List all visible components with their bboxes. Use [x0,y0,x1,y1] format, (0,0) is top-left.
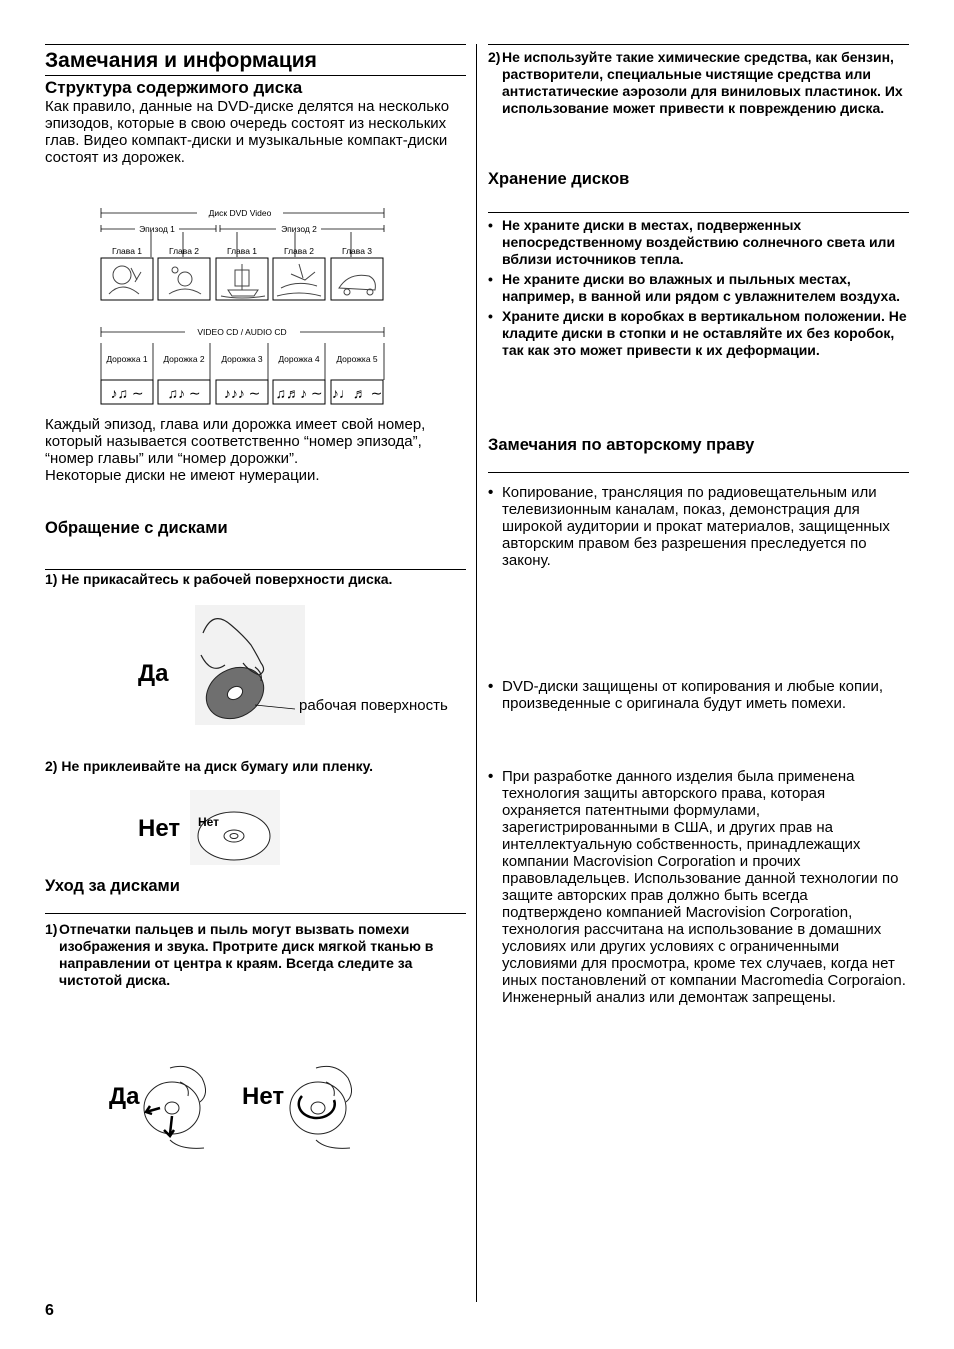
structure-text: Как правило, данные на DVD-диске делятся на несколько эпизодов, которые в свою очередь состоят из нескольких глав. Видео компакт-диски и музыкальные компакт-диски состоят из дорожек. [45,98,450,166]
storage-item: • Не храните диски в местах, подверженных непосредственному воздействию солнечного света или вблизи источников тепла. [488,217,908,268]
column-divider [476,44,477,1302]
structure-heading: Структура содержимого диска [45,78,303,97]
care-item-1 [45,921,467,989]
chemicals-number: 2) [488,49,501,65]
diagram-chapter-label: Глава 1 [111,246,143,256]
copyright-item: • DVD-диски защищены от копирования и любые копии, произведенные с оригинала будут иметь помехи. [488,678,908,712]
care-heading: Уход за дисками [45,877,180,895]
numbering-text: Каждый эпизод, глава или дорожка имеет свой номер, который называется соответственно “номер эпизода”, “номер главы” или “номер дорожки”. [45,416,426,467]
disc-hold-illustration [195,605,315,725]
wipe-correct-illustration [140,1060,215,1152]
title-rule [45,75,466,76]
care-item-1-text: Отпечатки пальцев и пыль могут вызвать помехи изображения и звука. Протрите диск мягкой тканью в направлении от центра к краям. Всегда следите за чистотой диска. [59,921,434,988]
handling-rule [45,569,466,570]
numbering-note: Некоторые диски не имеют нумерации. [45,467,320,484]
handling-item-2: 2) Не приклеивайте на диск бумагу или пленку. [45,758,374,774]
handling-item-1: 1) Не прикасайтесь к рабочей поверхности диска. [45,571,393,587]
storage-rule [488,212,909,213]
disc-structure-diagram [95,202,395,407]
page-title: Замечания и информация [45,49,317,72]
yes-label-1: Да [138,660,169,687]
diagram-episode-label: Эпизод 1 [139,224,175,234]
diagram-track-label: Дорожка 2 [163,354,205,364]
copyright-rule [488,472,909,473]
storage-item: • Храните диски в коробках в вертикальном положении. Не кладите диски в стопки и не оставляйте их без коробок, так как это может привести к их деформации. [488,308,908,359]
no-label-2: Нет [242,1083,285,1110]
diagram-track-music-glyph: ♫♪ ∼ [167,385,201,401]
diagram-track-label: Дорожка 5 [336,354,378,364]
handling-heading: Обращение с дисками [45,519,228,537]
diagram-track-music-glyph: ♪♫ ∼ [110,385,144,401]
diagram-track-label: Дорожка 3 [221,354,263,364]
chemicals-text: Не используйте такие химические средства, как бензин, растворители, специальные чистящие средства или антистатические аэрозоли для виниловых пластинок. Их использование может привести к повреждению диска. [502,49,903,116]
top-rule-right [488,44,909,45]
wipe-wrong-illustration [282,1060,357,1152]
copyright-item: • При разработке данного изделия была применена технология защиты авторского права, которая охраняется патентными формулами, зарегистрированными в США, и других прав на интеллектуальную собственность, принадлежащих компании Macrovision Corporation и прочих правовладельцев. Использование данной технологии по защите авторских прав должно быть всегда подтверждено компанией Macrovision Corporation, технология рассчитана на использование в домашних условиях или других условиях с ограниченными условиями для просмотра, кроме тех случаев, когда нет иных постановлений от компании Macromedia Corporaion. Инженерный анализ или демонтаж запрещены. [488,768,908,1006]
chemicals-warning [488,49,908,117]
no-label-1: Нет [138,815,181,842]
storage-heading: Хранение дисков [488,170,630,188]
page-number: 6 [45,1302,54,1319]
diagram-track-music-glyph: ♪♪♪ ∼ [223,385,261,401]
top-rule-left [45,44,466,45]
diagram-chapter-label: Глава 1 [226,246,258,256]
copyright-item: • Копирование, трансляция по радиовещательным или телевизионным каналам, показ, демонстрация для широкой аудитории и прокат материалов, защищенных авторским правом без разрешения преследуется по закону. [488,484,908,569]
storage-item: • Не храните диски во влажных и пыльных местах, например, в ванной или рядом с увлажнителем воздуха. [488,271,908,305]
diagram-episode-label: Эпизод 2 [281,224,317,234]
diagram-vcd-label: VIDEO CD / AUDIO CD [197,327,287,337]
care-rule [45,913,466,914]
copyright-heading: Замечания по авторскому праву [488,436,755,454]
sticker-label: Нет [198,815,220,829]
storage-list [488,217,908,359]
diagram-track-label: Дорожка 4 [278,354,320,364]
diagram-track-label: Дорожка 1 [106,354,148,364]
working-surface-label: рабочая поверхность [299,697,448,714]
diagram-track-music-glyph: ♪♩♬ ∼ [331,385,383,401]
diagram-chapter-label: Глава 2 [168,246,200,256]
diagram-chapter-label: Глава 3 [341,246,373,256]
diagram-track-music-glyph: ♫♬♪ ∼ [275,385,323,401]
yes-label-2: Да [109,1083,140,1110]
care-item-1-number: 1) [45,921,58,937]
diagram-chapter-label: Глава 2 [283,246,315,256]
diagram-dvd-label: Диск DVD Video [208,208,272,218]
